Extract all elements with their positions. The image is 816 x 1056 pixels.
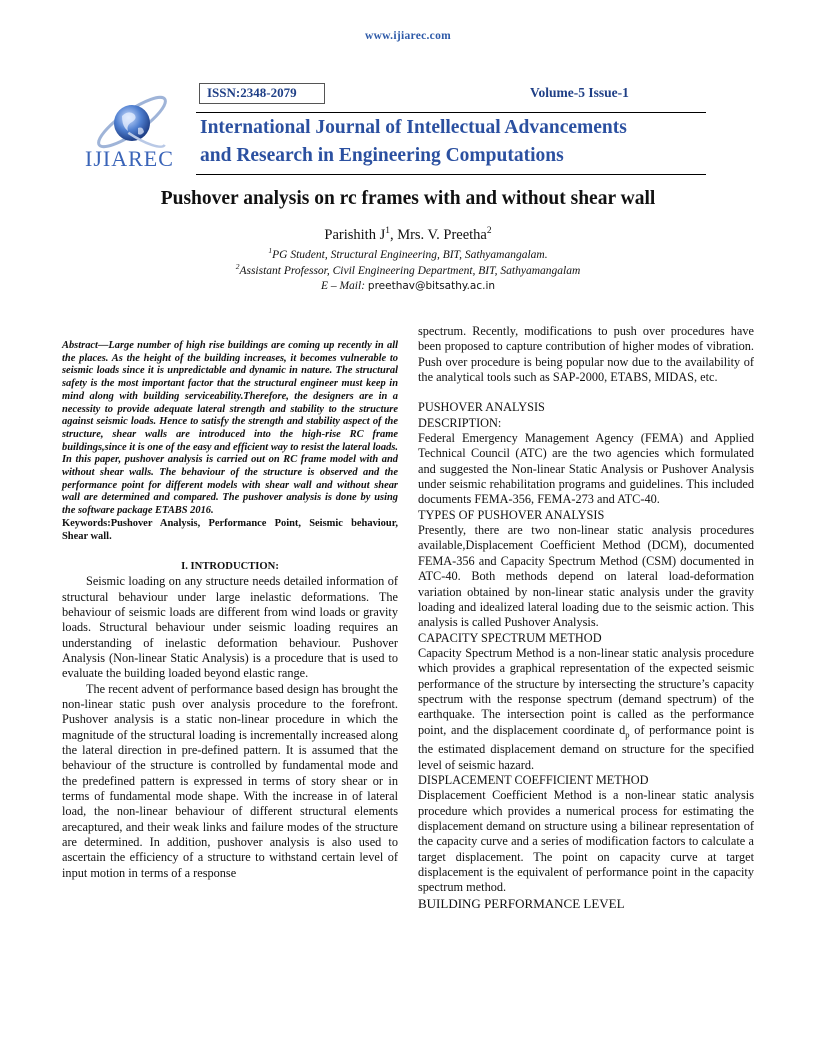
journal-title-line1: International Journal of Intellectual Advancements (200, 117, 627, 138)
dcm-paragraph: Displacement Coefficient Method is a non-linear static analysis procedure which provides a numerical process for estimating the displacement demand on structure using a bilinear representation of the capacity curve and a series of modification factors to calculate a target displacement. The point on capacity curve at target displacement is the equivalent of performance point in the capacity spectrum method. (418, 788, 754, 895)
author-1: Parishith J (324, 227, 386, 243)
affiliation-1-marker: 1 (268, 246, 273, 256)
dcm-heading: DISPLACEMENT COEFFICIENT METHOD (418, 773, 649, 788)
author-1-marker: 1 (385, 226, 390, 237)
paper-title: Pushover analysis on rc frames with and without shear wall (160, 188, 656, 209)
journal-title-line2: and Research in Engineering Computations (200, 145, 564, 166)
intro-paragraph-2: The recent advent of performance based design has brought the non-linear static push over analysis procedure to the forefront. Pushover analysis is a static non-linear procedure in which the magnitude of the structural loading is incrementally increased along the lateral direction in pre-defined pattern. It is assumed that the behaviour of the structure is controlled by fundamental mode and the predefined pattern is expressed in terms of story shear or in terms of fundamental mode shape. With the increase in of lateral load, the non-linear behaviour of different structural elements arecaptured, and their weak links and failure modes of the structure are determined. In addition, pushover analysis is also used to ascertain the efficiency of a structure to withstand certain level of input motion in terms of a response (62, 681, 398, 880)
author-2-marker: 2 (486, 226, 492, 237)
types-heading: TYPES OF PUSHOVER ANALYSIS (418, 507, 605, 522)
paragraph-spacer (418, 385, 754, 400)
csm-paragraph (418, 646, 754, 773)
csm-subscript: p (625, 729, 630, 740)
description-heading: DESCRIPTION: (418, 415, 502, 430)
right-column (418, 324, 754, 911)
intro-paragraph-1: Seismic loading on any structure needs detailed information of structural behaviour under large inelastic deformations. The behaviour of seismic loads are different from wind loads or gravity loads. Structural behaviour under seismic loading requires an understanding of inelastic deformation behaviour. Pushover Analysis (Non-linear Static Analysis) is a procedure that is used to evaluate the building loaded beyond elastic range. (62, 574, 398, 681)
affiliation-2 (0, 262, 816, 277)
email-line (0, 280, 816, 292)
keywords: Keywords:Pushover Analysis, Performance Point, Seismic behaviour, Shear wall. (62, 517, 398, 542)
logo-text: IJIAREC (85, 146, 174, 171)
issn-label: ISSN:2348-2079 (207, 85, 297, 100)
affiliation-2-marker: 2 (235, 262, 240, 272)
header-rule-top (196, 112, 706, 113)
csm-text-b: of performance point is the estimated displacement demand on structure for the specified level of seismic hazard. (418, 722, 754, 772)
author-list (0, 227, 816, 244)
header-rule-bottom (196, 174, 706, 175)
continued-paragraph: spectrum. Recently, modifications to push over procedures have been proposed to capture contribution of higher modes of vibration. Push over procedure is being popular now due to the availability of the analytical tools such as SAP-2000, ETABS, MIDAS, etc. (418, 324, 754, 385)
affiliation-1 (0, 246, 816, 261)
journal-url[interactable]: www.ijiarec.com (364, 30, 452, 42)
introduction-heading: I. INTRODUCTION: (181, 561, 279, 573)
description-paragraph: Federal Emergency Management Agency (FEMA) and Applied Technical Council (ATC) are the two agencies which formulated and suggested the Non-linear Static Analysis or Pushover Analysis under seismic rehabilitation programs and guidelines. This included documents FEMA-356, FEMA-273 and ATC-40. (418, 431, 754, 507)
pushover-heading: PUSHOVER ANALYSIS (418, 400, 545, 415)
left-column (62, 340, 398, 881)
abstract: Abstract—Large number of high rise buildings are coming up recently in all the places. As the height of the building increases, it becomes vulnerable to seismic loads since it is unpredictable and dynamic in nature. The structural safety is the most important factor that the structural engineer must keep in mind along with building serviceability.Therefore, the designers are in a necessity to provide adequate lateral strength and stability to the structure against seismic loads. Hence to satisfy the strength and stability aspect of the structure, shear walls are introduced into the high-rise RC frame buildings,since it is one of the easy and efficient way to resist the lateral loads. In this paper, pushover analysis is carried out on RC frame model with and without shear walls. The behaviour of the structure is observed and the performance point for different models with shear wall and without shear wall are determined and compared. The pushover analysis is done by using the software package ETABS 2016. (62, 340, 398, 517)
author-2: Mrs. V. Preetha (397, 227, 487, 243)
affiliation-1-text: PG Student, Structural Engineering, BIT, Sathyamangalam. (272, 249, 548, 261)
types-paragraph: Presently, there are two non-linear static analysis procedures available,Displacement Coefficient Method (DCM), documented FEMA-356 and Capacity Spectrum Method (CSM) documented in ATC-40. Both methods depend on lateral load-deformation variation obtained by non-linear static analysis under the gravity loading and idealized lateral loading due to the seismic action. This analysis is called Pushover Analysis. (418, 523, 754, 630)
csm-heading: CAPACITY SPECTRUM METHOD (418, 630, 602, 645)
affiliation-2-text: Assistant Professor, Civil Engineering Department, BIT, Sathyamangalam (239, 265, 581, 277)
author-separator: , (389, 227, 398, 243)
building-performance-heading: BUILDING PERFORMANCE LEVEL (418, 895, 625, 911)
email-label: E – Mail: (320, 280, 368, 292)
email-address[interactable]: preethav@bitsathy.ac.in (367, 280, 496, 292)
csm-text-a: Capacity Spectrum Method is a non-linear static analysis procedure which provides a graphical representation of the expected seismic performance of the structure by intersecting the structure’s capacity spectrum with the response spectrum (demand spectrum) of the earthquake. The intersection point is called as the performance point, and the displacement coordinate d (418, 645, 754, 737)
volume-issue: Volume-5 Issue-1 (530, 85, 629, 100)
